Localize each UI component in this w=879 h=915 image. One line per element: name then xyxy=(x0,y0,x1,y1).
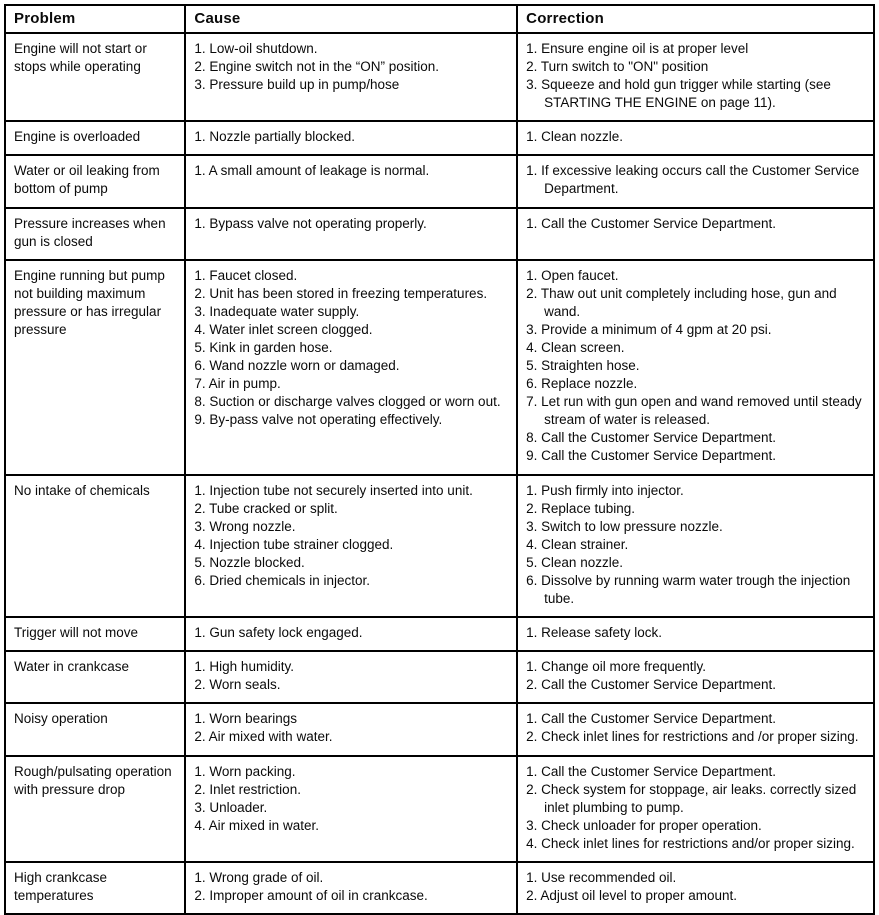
cause-item: 6. Wand nozzle worn or damaged. xyxy=(194,358,400,374)
problem-cell: Engine will not start or stops while operating xyxy=(5,33,185,121)
cause-item: 4. Water inlet screen clogged. xyxy=(194,321,373,337)
correction-item: 5. Clean nozzle. xyxy=(526,554,623,570)
table-row xyxy=(5,756,874,862)
correction-item: 2. Replace tubing. xyxy=(526,500,635,516)
cause-item: 3. Wrong nozzle. xyxy=(194,518,296,534)
cause-item: 1. Nozzle partially blocked. xyxy=(194,129,355,145)
cause-cell xyxy=(185,208,517,260)
cause-cell xyxy=(185,862,517,914)
table-row xyxy=(5,475,874,618)
correction-item: 3. Provide a minimum of 4 gpm at 20 psi. xyxy=(526,321,772,337)
table-row xyxy=(5,121,874,155)
correction-item: 3. Squeeze and hold gun trigger while starting (see STARTING THE ENGINE on page 11). xyxy=(526,77,831,111)
correction-item: 3. Switch to low pressure nozzle. xyxy=(526,518,723,534)
correction-item: 2. Call the Customer Service Department. xyxy=(526,677,777,693)
correction-cell xyxy=(517,33,874,121)
correction-item: 3. Check unloader for proper operation. xyxy=(526,817,762,833)
cause-item: 6. Dried chemicals in injector. xyxy=(194,572,370,588)
cause-cell xyxy=(185,756,517,862)
cause-item: 9. By-pass valve not operating effectively. xyxy=(194,412,443,428)
table-row xyxy=(5,208,874,260)
cause-item: 1. Bypass valve not operating properly. xyxy=(194,215,427,231)
cause-item: 3. Pressure build up in pump/hose xyxy=(194,77,400,93)
correction-item: 1. Release safety lock. xyxy=(526,625,662,641)
correction-item: 1. If excessive leaking occurs call the Customer Service Department. xyxy=(526,163,860,197)
cause-item: 7. Air in pump. xyxy=(194,376,281,392)
table-row xyxy=(5,651,874,703)
problem-cell: No intake of chemicals xyxy=(5,475,185,618)
cause-item: 3. Unloader. xyxy=(194,799,268,815)
correction-item: 1. Ensure engine oil is at proper level xyxy=(526,41,749,56)
cause-cell xyxy=(185,121,517,155)
correction-item: 1. Open faucet. xyxy=(526,267,619,283)
correction-item: 2. Check system for stoppage, air leaks. correctly sized inlet plumbing to pump. xyxy=(526,781,857,815)
problem-cell: Noisy operation xyxy=(5,703,185,755)
cause-item: 1. Worn bearings xyxy=(194,711,297,727)
cause-cell xyxy=(185,703,517,755)
cause-item: 1. Faucet closed. xyxy=(194,267,298,283)
correction-item: 6. Dissolve by running warm water trough the injection tube. xyxy=(526,572,851,607)
correction-item: 1. Push firmly into injector. xyxy=(526,482,684,498)
problem-cell: Pressure increases when gun is closed xyxy=(5,208,185,260)
column-header-problem: Problem xyxy=(5,5,185,33)
cause-cell xyxy=(185,155,517,207)
cause-item: 1. High humidity. xyxy=(194,659,294,675)
correction-item: 1. Call the Customer Service Department. xyxy=(526,763,777,779)
correction-item: 1. Change oil more frequently. xyxy=(526,659,707,675)
cause-item: 2. Unit has been stored in freezing temperatures. xyxy=(194,285,488,301)
correction-item: 4. Clean strainer. xyxy=(526,536,629,552)
correction-item: 2. Turn switch to "ON" position xyxy=(526,59,709,75)
correction-item: 7. Let run with gun open and wand removed until steady stream of water is released. xyxy=(526,394,862,428)
correction-cell xyxy=(517,617,874,651)
cause-item: 2. Tube cracked or split. xyxy=(194,500,338,516)
cause-item: 3. Inadequate water supply. xyxy=(194,303,360,319)
correction-item: 1. Call the Customer Service Department. xyxy=(526,215,777,231)
problem-cell: Engine is overloaded xyxy=(5,121,185,155)
table-header-row xyxy=(5,5,874,33)
correction-item: 2. Check inlet lines for restrictions and /or proper sizing. xyxy=(526,729,859,745)
correction-cell xyxy=(517,475,874,618)
correction-cell xyxy=(517,121,874,155)
correction-item: 8. Call the Customer Service Department. xyxy=(526,430,777,446)
correction-item: 9. Call the Customer Service Department. xyxy=(526,448,777,464)
correction-cell xyxy=(517,260,874,475)
troubleshooting-table xyxy=(4,4,875,915)
correction-item: 2. Thaw out unit completely including hose, gun and wand. xyxy=(526,285,837,319)
cause-cell xyxy=(185,33,517,121)
problem-cell: Water in crankcase xyxy=(5,651,185,703)
cause-item: 2. Improper amount of oil in crankcase. xyxy=(194,887,428,903)
cause-item: 8. Suction or discharge valves clogged or worn out. xyxy=(194,394,501,410)
correction-item: 4. Clean screen. xyxy=(526,340,625,356)
cause-item: 2. Engine switch not in the “ON” position. xyxy=(194,59,440,75)
correction-cell xyxy=(517,651,874,703)
problem-cell: Water or oil leaking from bottom of pump xyxy=(5,155,185,207)
problem-cell: Engine running but pump not building maximum pressure or has irregular pressure xyxy=(5,260,185,475)
table-row xyxy=(5,260,874,475)
correction-item: 5. Straighten hose. xyxy=(526,358,640,374)
problem-cell: Trigger will not move xyxy=(5,617,185,651)
cause-item: 2. Inlet restriction. xyxy=(194,781,301,797)
correction-item: 1. Clean nozzle. xyxy=(526,129,623,145)
cause-cell xyxy=(185,260,517,475)
cause-item: 1. Low-oil shutdown. xyxy=(194,41,318,56)
problem-cell: High crankcase temperatures xyxy=(5,862,185,914)
cause-item: 2. Air mixed with water. xyxy=(194,729,333,745)
cause-cell xyxy=(185,617,517,651)
cause-item: 5. Kink in garden hose. xyxy=(194,340,333,356)
correction-item: 6. Replace nozzle. xyxy=(526,376,638,392)
cause-item: 1. Worn packing. xyxy=(194,763,296,779)
correction-item: 1. Call the Customer Service Department. xyxy=(526,711,777,727)
correction-cell xyxy=(517,862,874,914)
cause-item: 5. Nozzle blocked. xyxy=(194,554,305,570)
table-row xyxy=(5,617,874,651)
table-row xyxy=(5,155,874,207)
column-header-cause: Cause xyxy=(185,5,517,33)
cause-item: 1. Injection tube not securely inserted into unit. xyxy=(194,482,473,498)
problem-cell: Rough/pulsating operation with pressure drop xyxy=(5,756,185,862)
column-header-correction: Correction xyxy=(517,5,874,33)
correction-item: 2. Adjust oil level to proper amount. xyxy=(526,887,738,903)
correction-cell xyxy=(517,208,874,260)
cause-cell xyxy=(185,475,517,618)
correction-item: 4. Check inlet lines for restrictions and/or proper sizing. xyxy=(526,835,855,851)
cause-item: 1. Gun safety lock engaged. xyxy=(194,625,363,641)
table-row xyxy=(5,703,874,755)
correction-cell xyxy=(517,155,874,207)
table-row xyxy=(5,862,874,914)
table-body xyxy=(5,33,874,914)
correction-item: 1. Use recommended oil. xyxy=(526,869,677,885)
cause-cell xyxy=(185,651,517,703)
correction-cell xyxy=(517,756,874,862)
cause-item: 4. Air mixed in water. xyxy=(194,817,319,833)
cause-item: 4. Injection tube strainer clogged. xyxy=(194,536,394,552)
cause-item: 2. Worn seals. xyxy=(194,677,281,693)
table-row xyxy=(5,33,874,121)
correction-cell xyxy=(517,703,874,755)
cause-item: 1. A small amount of leakage is normal. xyxy=(194,163,430,179)
cause-item: 1. Wrong grade of oil. xyxy=(194,869,324,885)
